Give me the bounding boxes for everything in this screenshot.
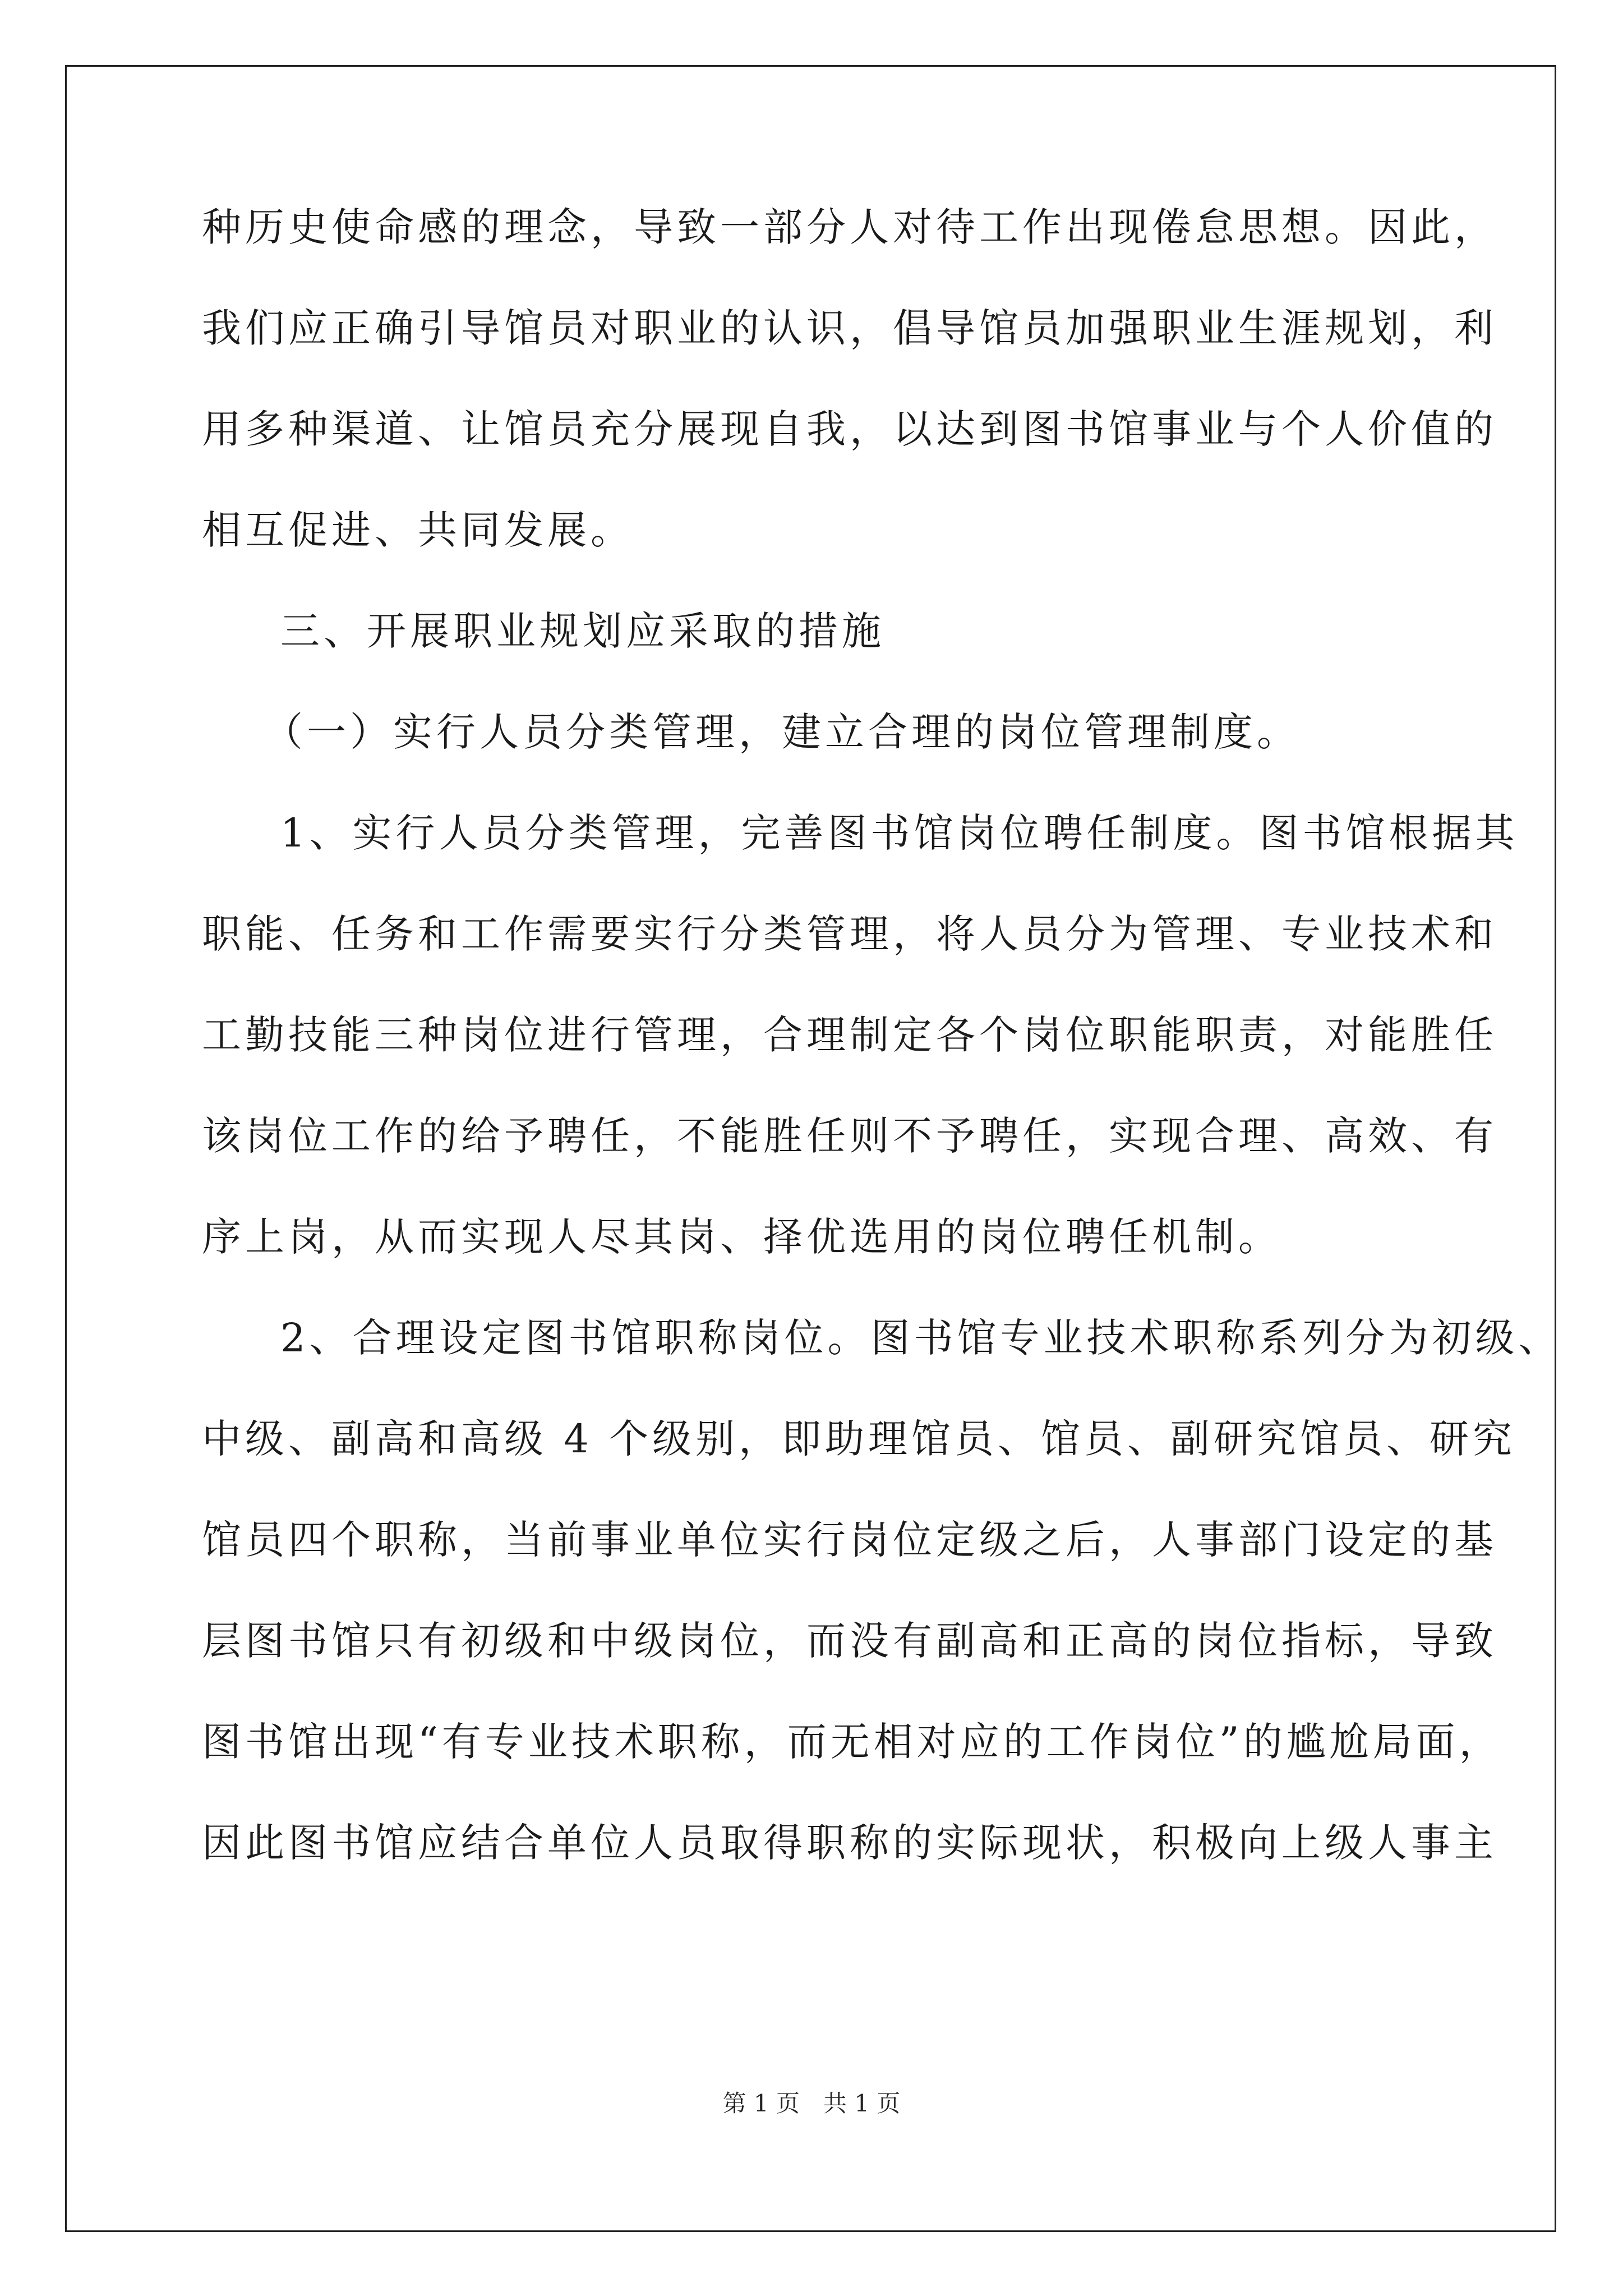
text-line: 中级、副高和高级 4 个级别，即助理馆员、馆员、副研究馆员、研究 [202, 1416, 1516, 1462]
text-line: 用多种渠道、让馆员充分展现自我，以达到图书馆事业与个人价值的 [202, 406, 1497, 452]
text-line: 图书馆出现“有专业技术职称，而无相对应的工作岗位”的尴尬局面， [202, 1719, 1502, 1765]
section-heading: 三、开展职业规划应采取的措施 [280, 608, 885, 654]
text-line: 相互促进、共同发展。 [202, 507, 634, 553]
text-line: 1、实行人员分类管理，完善图书馆岗位聘任制度。图书馆根据其 [280, 810, 1519, 856]
text-line: 种历史使命感的理念，导致一部分人对待工作出现倦怠思想。因此， [202, 204, 1497, 250]
text-line: 工勤技能三种岗位进行管理，合理制定各个岗位职能职责，对能胜任 [202, 1012, 1497, 1058]
text-line: 职能、任务和工作需要实行分类管理，将人员分为管理、专业技术和 [202, 911, 1497, 957]
text-line: 我们应正确引导馆员对职业的认识，倡导馆员加强职业生涯规划，利 [202, 305, 1497, 351]
text-line: 序上岗，从而实现人尽其岗、择优选用的岗位聘任机制。 [202, 1214, 1281, 1260]
text-line: 该岗位工作的给予聘任，不能胜任则不予聘任，实现合理、高效、有 [202, 1113, 1497, 1159]
page-number: 第 1 页 共 1 页 [722, 2090, 901, 2117]
text-line: 2、合理设定图书馆职称岗位。图书馆专业技术职称系列分为初级、 [280, 1315, 1562, 1361]
subsection-heading: （一）实行人员分类管理，建立合理的岗位管理制度。 [264, 709, 1300, 755]
text-line: 层图书馆只有初级和中级岗位，而没有副高和正高的岗位指标，导致 [202, 1618, 1497, 1664]
text-line: 馆员四个职称，当前事业单位实行岗位定级之后，人事部门设定的基 [202, 1517, 1497, 1563]
text-line: 因此图书馆应结合单位人员取得职称的实际现状，积极向上级人事主 [202, 1820, 1497, 1866]
